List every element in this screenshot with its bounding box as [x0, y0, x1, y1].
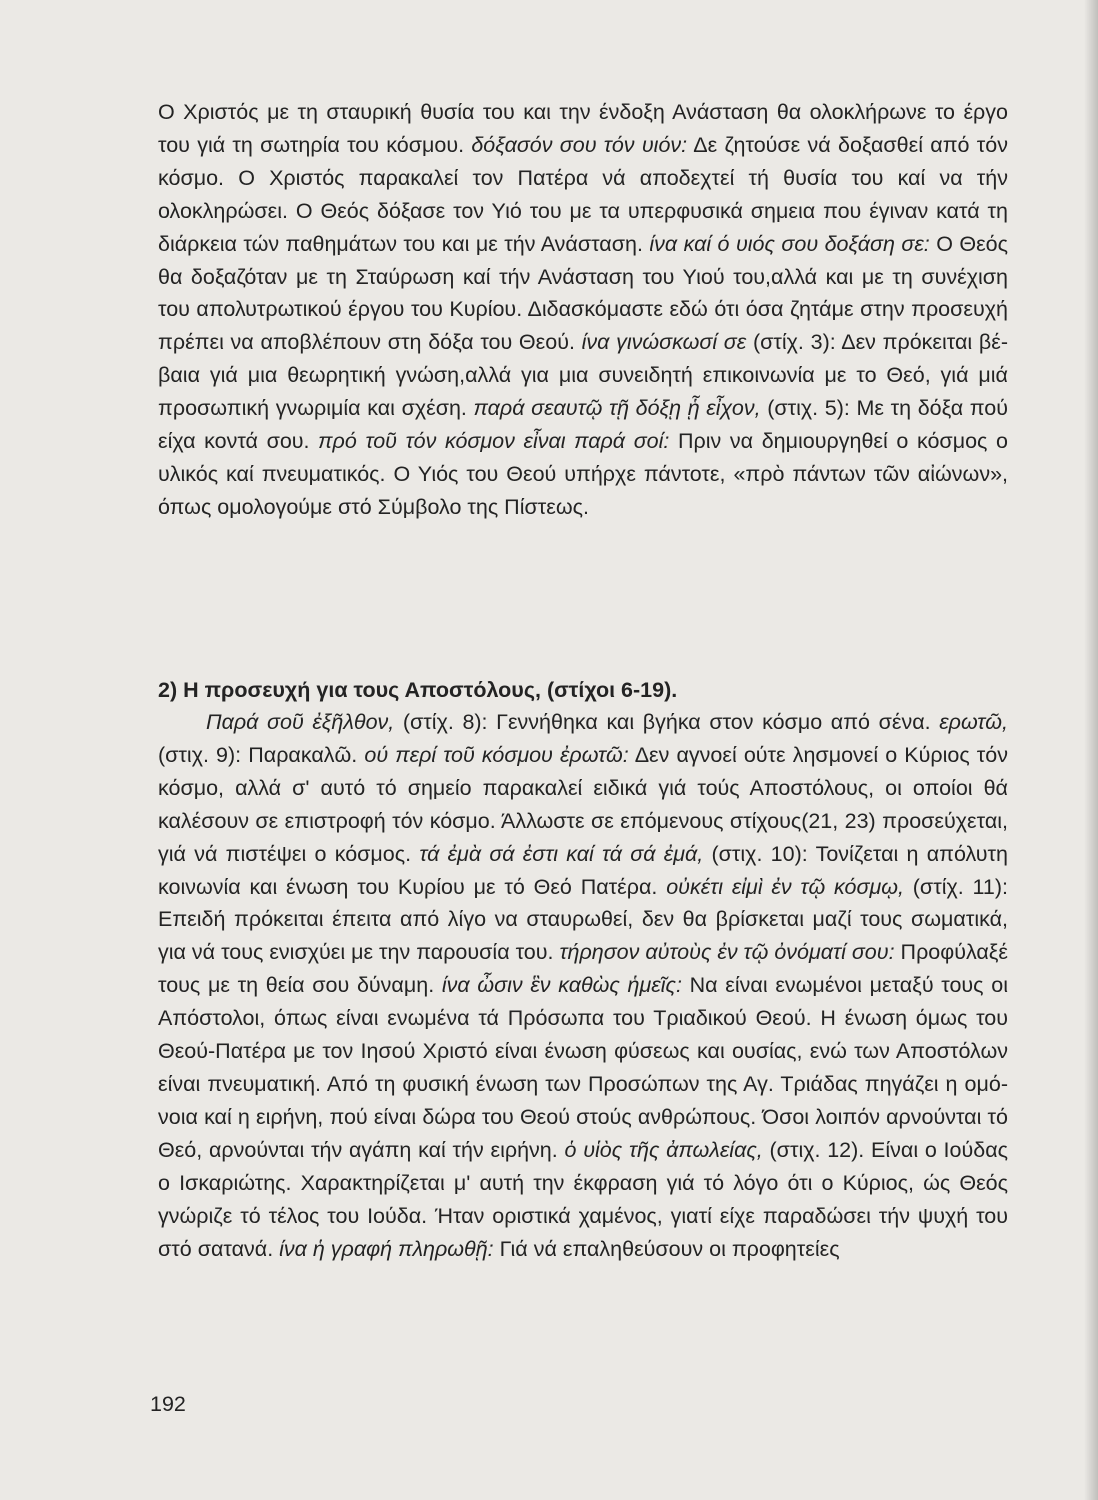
- scripture-quote: Παρά σοῦ ἐξῆλθον,: [206, 710, 395, 734]
- commentary-text: (στιχ. 10): Τονίζεται η απόλυτη κοινωνία και ένωση του Κυρίου με τό Θεό Πατέρα.: [158, 841, 1008, 899]
- commentary-text: (στιχ. 12). Είναι ο Ιούδας ο Ισκαριώτης. Χαρακτηρίζεται μ' αυτή την έκφραση γιά τό λόγο ότι ο Κύριος, ώς Θεός γνώριζε τό τέλος του Ιούδα. Ήταν οριστικά χαμένος, γιατί είχε παραδώσει τήν ψυχή του στό σατανά.: [158, 1137, 1009, 1261]
- page-number: 192: [150, 1392, 186, 1416]
- scripture-quote: πρό τοῦ τόν κόσμον εἶναι παρά σοί:: [318, 429, 670, 454]
- commentary-text: (στίχ. 8): Γεννήθηκα και βγήκα στον κόσμο από σένα.: [394, 710, 940, 734]
- scripture-quote: ερωτῶ,: [939, 710, 1008, 734]
- commentary-text: (στιχ. 5): Με τη δόξα πού είχα κοντά σου.: [158, 396, 1008, 454]
- scripture-quote: ίνα καί ό υιός σου δοξάση σε:: [649, 231, 930, 256]
- commentary-text: Προφύλαξέ τους με τη θεία σου δύναμη.: [158, 940, 1009, 998]
- commentary-text: Γιά νά επαληθεύσουν οι προφητείες: [493, 1236, 840, 1261]
- section-paragraph: [158, 706, 1008, 1265]
- page-edge-shadow: [1084, 0, 1098, 1500]
- scripture-quote: ού περί τοῦ κόσμου ἐρωτῶ:: [364, 742, 629, 767]
- commentary-text: Να είναι ενωμένοι μεταξύ τους οι Απόστολοι, όπως είναι ενωμένα τά Πρόσωπα του Τριαδικού Θεού. Η ένωση όμως του Θεού-Πατέρα με τον Ιησού Χριστό είναι ένωση φύσεως και ουσίας, ενώ των Αποστόλων είναι πνευματική. Από τη φυσική ένωση των Προσώπων της Αγ. Τριάδας πηγάζει η ομόνοια καί η ειρήνη, πού είναι δώρα του Θεού στούς ανθρώπους. Όσοι λοιπόν αρνούνται τό Θεό, αρνούνται τήν αγάπη καί τήν ειρήνη.: [158, 973, 1008, 1162]
- scripture-quote: τήρησον αὐτοὺς ἐν τῷ ὀνόματί σου:: [559, 940, 895, 965]
- commentary-text: (στίχ. 3): Δεν πρόκειται βέβαια γιά μια θεωρητική γνώση,αλλά για μια συνειδητή επικοινωνία με το Θεό, γιά μιά προσωπική γνωριμία και σχέση.: [158, 330, 1008, 421]
- intro-paragraph: [158, 96, 1008, 524]
- scripture-quote: δόξασόν σου τόν υιόν:: [471, 132, 688, 157]
- commentary-text: Δε ζητούσε νά δοξασθεί από τόν κόσμο. Ο Χριστός παρακαλεί τον Πατέρα νά αποδεχτεί τή θυσία του καί να τήν ολοκληρώσει. Ο Θεός δόξασε τον Υιό του με τα υπερφυσικά σημεια που έγιναν κατά τη διάρκεια τών παθημάτων του και με τήν Ανάσταση.: [158, 132, 1008, 256]
- scripture-quote: τά ἐμὰ σά ἐστι καί τά σά ἐμά,: [419, 841, 704, 866]
- commentary-text: Δεν αγνοεί ούτε λησμονεί ο Κύριος τόν κόσμο, αλλά σ' αυτό τό σημείο παρακαλεί ειδικά γιά τούς Αποστόλους, οι οποίοι θά καλέσουν σε επιστροφή τόν κόσμο. Άλλωστε σε επόμενους στίχους(21, 23) προσεύχεται, γιά νά πιστέψει ο κόσμος.: [158, 742, 1009, 866]
- book-page: [158, 96, 1009, 1261]
- commentary-text: (στιχ. 9): Παρακαλῶ.: [158, 742, 365, 767]
- scripture-quote: ίνα ἡ γραφή πληρωθῇ:: [279, 1236, 494, 1261]
- commentary-text: Πριν να δημιουργηθεί ο κόσμος ο υλικός καί πνευματικός. Ο Υιός του Θεού υπήρχε πάντοτε, «πρὸ πάντων τῶν αἰώνων», όπως ομολογούμε στό Σύμβολο της Πίστεως.: [158, 429, 1008, 519]
- scripture-quote: οὐκέτι εἰμὶ ἐν τῷ κόσμῳ,: [666, 874, 904, 899]
- section-heading: 2) Η προσευχή για τους Αποστόλους, (στίχοι 6-19).: [158, 678, 678, 702]
- commentary-text: Ο Χριστός με τη σταυρική θυσία του και την ένδοξη Ανάσταση θα ολοκλήρωνε το έργο του γιά τη σωτηρία του κόσμου.: [158, 100, 1008, 157]
- scripture-quote: ίνα ὦσιν ἓν καθὼς ἡμεῖς:: [441, 973, 682, 998]
- commentary-text: Ο Θεός θα δοξαζόταν με τη Σταύρωση καί τήν Ανάσταση του Υιού του,αλλά και με τη συνέχιση του απολυτρωτικού έργου του Κυρίου. Διδασκόμαστε εδώ ότι όσα ζητάμε στην προσευχή πρέπει να αποβλέπουν στη δόξα του Θεού.: [158, 231, 1008, 355]
- scripture-quote: ὁ υἱὸς τῆς ἀπωλείας,: [564, 1137, 763, 1162]
- scripture-quote: ίνα γινώσκωσί σε: [581, 330, 747, 355]
- commentary-text: (στίχ. 11): Επειδή πρόκειται έπειτα από λίγο να σταυρωθεί, δεν θα βρίσκεται μαζί τους σωματικά, για νά τους ενισχύει με την παρουσία του.: [158, 874, 1008, 965]
- scripture-quote: παρά σεαυτῷ τῇ δόξῃ ᾗ εἶχον,: [473, 396, 761, 421]
